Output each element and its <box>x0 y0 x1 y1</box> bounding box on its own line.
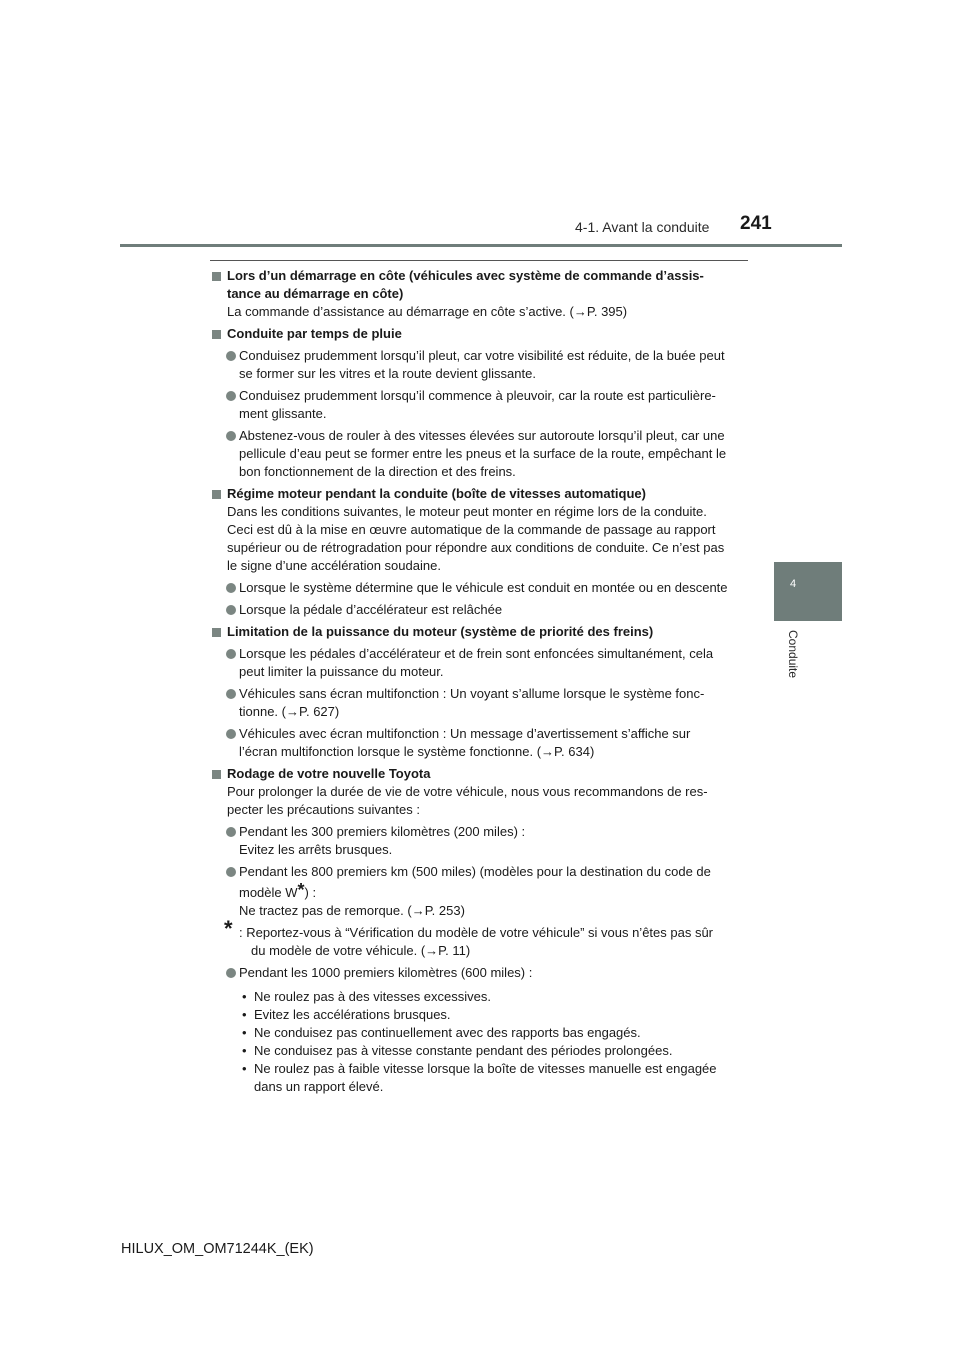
paragraph-line: le signe d’une accélération soudaine. <box>227 558 441 573</box>
sub-list-text: dans un rapport élevé. <box>254 1079 384 1094</box>
list-item <box>211 823 749 859</box>
round-bullet-icon <box>226 351 236 361</box>
list-item <box>211 725 749 761</box>
colon-text: ) : <box>304 885 317 900</box>
header-rule <box>120 244 842 247</box>
sub-list-item <box>211 1006 749 1024</box>
section-header: 4-1. Avant la conduite <box>575 219 710 235</box>
section-heading <box>211 485 749 503</box>
document-code: HILUX_OM_OM71244K_(EK) <box>121 1241 314 1257</box>
heading-line: tance au démarrage en côte) <box>227 286 404 301</box>
paragraph-line: supérieur ou de rétrogradation pour répondre aux conditions de conduite. Ce n’est pas <box>227 540 725 555</box>
square-bullet-icon <box>212 770 221 779</box>
paragraph-line: pecter les précautions suivantes : <box>227 802 420 817</box>
page-content <box>211 267 749 1096</box>
section-heading <box>211 623 749 641</box>
list-item-line: Véhicules avec écran multifonction : Un message d’avertissement s’affiche sur <box>239 726 691 741</box>
sub-list-text: Ne roulez pas à des vitesses excessives. <box>254 989 491 1004</box>
list-item-text: Lorsque la pédale d’accélérateur est relâchée <box>239 602 503 617</box>
list-item <box>211 579 749 597</box>
sub-list-text: Ne roulez pas à faible vitesse lorsque la boîte de vitesses manuelle est engagée <box>254 1061 717 1076</box>
list-item <box>211 601 749 619</box>
bullet-icon: • <box>242 1025 247 1040</box>
list-item-line: Conduisez prudemment lorsqu’il commence à pleuvoir, car la route est particulière- <box>239 388 716 403</box>
list-item-line: Pendant les 300 premiers kilomètres (200 miles) : <box>239 824 526 839</box>
heading-text: Rodage de votre nouvelle Toyota <box>227 766 431 781</box>
bullet-icon: • <box>242 1043 247 1058</box>
list-item-text: Pendant les 1000 premiers kilomètres (600 miles) : <box>239 965 533 980</box>
heading-text: Limitation de la puissance du moteur (système de priorité des freins) <box>227 624 654 639</box>
paragraph-line: Dans les conditions suivantes, le moteur peut monter en régime lors de la conduite. <box>227 504 707 519</box>
list-item-line: tionne. (→P. 627) <box>239 704 340 719</box>
chapter-tab <box>774 562 842 621</box>
round-bullet-icon <box>226 729 236 739</box>
list-item-text: Lorsque le système détermine que le véhicule est conduit en montée ou en descente <box>239 580 728 595</box>
sub-list-item <box>211 988 749 1006</box>
section-rain <box>211 325 749 343</box>
list-item-line: bon fonctionnement de la direction et des freins. <box>239 464 516 479</box>
list-item <box>211 964 749 982</box>
sub-list-text: Ne conduisez pas continuellement avec des rapports bas engagés. <box>254 1025 641 1040</box>
page-number: 241 <box>740 213 772 234</box>
list-item <box>211 863 749 920</box>
section-heading <box>211 765 749 783</box>
sub-list-text: Evitez les accélérations brusques. <box>254 1007 451 1022</box>
section-heading <box>211 267 749 303</box>
list-item-line: pellicule d’eau peut se former entre les pneus et la surface de la route, empêchant le <box>239 446 727 461</box>
bullet-icon: • <box>242 1061 247 1076</box>
sub-list-item <box>211 1042 749 1060</box>
list-item <box>211 427 749 481</box>
footnote-line: : Reportez-vous à “Vérification du modèle de votre véhicule” si vous n’êtes pas sûr <box>239 925 714 940</box>
section-power-limit <box>211 623 749 641</box>
round-bullet-icon <box>226 583 236 593</box>
list-item-line: Evitez les arrêts brusques. <box>239 842 393 857</box>
list-item-line: Pendant les 800 premiers km (500 miles) (modèles pour la destination du code de <box>239 864 711 879</box>
section-hill-start <box>211 267 749 321</box>
round-bullet-icon <box>226 391 236 401</box>
list-item-line: Ne tractez pas de remorque. (→P. 253) <box>239 903 465 918</box>
footnote <box>211 916 749 960</box>
paragraph-line: Pour prolonger la durée de vie de votre véhicule, nous vous recommandons de res- <box>227 784 708 799</box>
heading-line: Lors d’un démarrage en côte (véhicules avec système de commande d’assis- <box>227 268 704 283</box>
section-engine-speed <box>211 485 749 575</box>
paragraph-line: Ceci est dû à la mise en œuvre automatique de la commande de passage au rapport <box>227 522 716 537</box>
list-item-line: l’écran multifonction lorsque le système fonctionne. (→P. 634) <box>239 744 595 759</box>
paragraph: La commande d’assistance au démarrage en côte s’active. (→P. 395) <box>227 304 628 319</box>
chapter-tab-number: 4 <box>790 578 797 590</box>
bullet-icon: • <box>242 1007 247 1022</box>
list-item <box>211 347 749 383</box>
section-break-in <box>211 765 749 819</box>
chapter-side-label-text: Conduite <box>786 630 800 679</box>
footnote-line: du modèle de votre véhicule. (→P. 11) <box>251 943 471 958</box>
section-heading <box>211 325 749 343</box>
paragraph <box>211 503 749 575</box>
footnote-asterisk: * <box>224 916 233 941</box>
square-bullet-icon <box>212 628 221 637</box>
bullet-icon: • <box>242 989 247 1004</box>
list-item-line: Abstenez-vous de rouler à des vitesses élevées sur autoroute lorsqu’il pleut, car une <box>239 428 725 443</box>
list-item <box>211 387 749 423</box>
heading-text: Régime moteur pendant la conduite (boîte de vitesses automatique) <box>227 486 646 501</box>
sub-list <box>211 988 749 1096</box>
list-item <box>211 645 749 681</box>
heading-text: Conduite par temps de pluie <box>227 326 402 341</box>
round-bullet-icon <box>226 689 236 699</box>
list-item-line: ment glissante. <box>239 406 327 421</box>
content-rule <box>210 260 748 261</box>
round-bullet-icon <box>226 867 236 877</box>
list-item-line: se former sur les vitres et la route devient glissante. <box>239 366 536 381</box>
sub-list-item <box>211 1024 749 1042</box>
paragraph <box>211 783 749 819</box>
list-item-line: Conduisez prudemment lorsqu’il pleut, car votre visibilité est réduite, de la buée peut <box>239 348 725 363</box>
model-code-text: modèle W <box>239 885 298 900</box>
square-bullet-icon <box>212 330 221 339</box>
round-bullet-icon <box>226 431 236 441</box>
square-bullet-icon <box>212 272 221 281</box>
list-item-line: Véhicules sans écran multifonction : Un voyant s’allume lorsque le système fonc- <box>239 686 705 701</box>
list-item-line <box>239 881 749 902</box>
round-bullet-icon <box>226 605 236 615</box>
list-item-line: peut limiter la puissance du moteur. <box>239 664 444 679</box>
list-item <box>211 685 749 721</box>
round-bullet-icon <box>226 649 236 659</box>
round-bullet-icon <box>226 827 236 837</box>
asterisk-marker: * <box>297 880 305 900</box>
round-bullet-icon <box>226 968 236 978</box>
sub-list-text: Ne conduisez pas à vitesse constante pendant des périodes prolongées. <box>254 1043 673 1058</box>
sub-list-item <box>211 1060 749 1096</box>
chapter-side-label <box>786 630 802 690</box>
square-bullet-icon <box>212 490 221 499</box>
list-item-line: Lorsque les pédales d’accélérateur et de frein sont enfoncées simultanément, cela <box>239 646 714 661</box>
